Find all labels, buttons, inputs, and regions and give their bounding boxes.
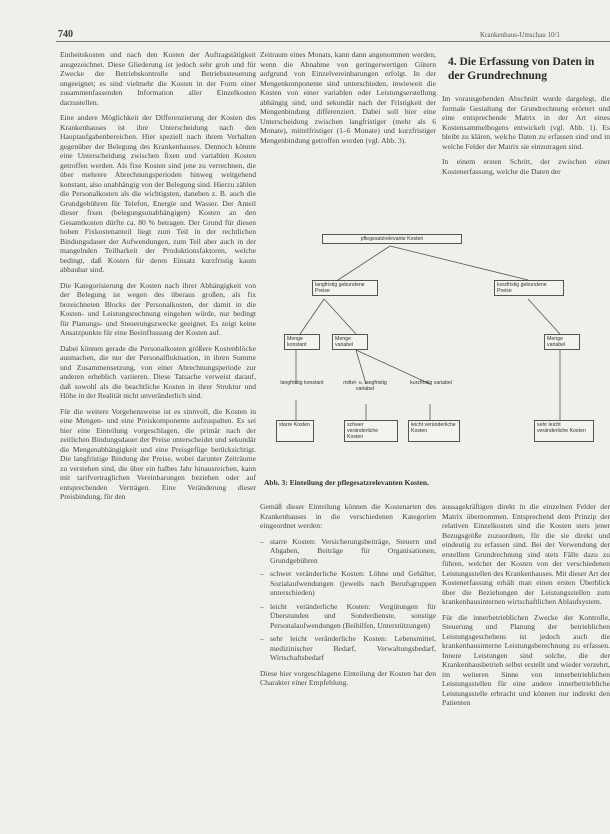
node-quantity-constant: Menge konstant xyxy=(284,334,320,350)
paragraph: Gemäß dieser Einteilung können die Kostenarten des Krankenhauses in die verschiedenen Kategorien eingeordnet werden: xyxy=(260,502,436,530)
paragraph: Für die weitere Vorgehensweise ist es sinnvoll, die Kosten in eine Mengen- und eine Preiskomponente aufzuspalten. Es sei hier eine Einteilung vorgeschlagen, die primär nach der zeitlichen Bindungsdauer der Preise unterscheidet und sekundär die Mengenabhängigkeit und eine Preisgefüge berücksichtigt. Die langfristige Bindung der Preise, wobei darunter Zeiträume zu verstehen sind, die über ein halbes Jahr hinausreichen, kann mit tarifvertraglichen Vereinbarungen beziehen oder auf entsprechenden Verträgen. Eine Veränderung dieser Preisbindung, für den xyxy=(60,406,256,501)
paragraph: Dabei können gerade die Personalkosten größere Kostenblöcke ausmachen, die nur der Personalfluktuation, in ihren Summe und Zusammensetzung, von einer Abrechnungsperiode zur anderen erheblich variieren. Diese Tatsache verweist darauf, daß sowohl als die beachtliche Kosten in ihrer Struktur und Höhe in der Realität nicht unveränderlich sind. xyxy=(60,343,256,400)
figure-caption: Abb. 3: Einteilung der pflegesatzrelevanten Kosten. xyxy=(264,478,429,487)
node-quantity-variable-1: Menge variabel xyxy=(332,334,368,350)
column-right-top xyxy=(442,94,610,182)
paragraph: Im vorausgehenden Abschnitt wurde dargelegt, die formale Gestaltung der Grundrechnung erörtert und eine entsprechende Matrix in der Art eines Kostensammelbogens entwickelt (vgl. Abb. 1). Es bleibt zu klären, welche Daten zu erfassen sind und in welche Felder der Matrix sie einzutragen sind. xyxy=(442,94,610,151)
label-long-term-constant: langfristig konstant xyxy=(280,380,324,386)
paragraph: Die Kategorisierung der Kosten nach ihrer Abhängigkeit von der Belegung ist wegen des überaus großen, als fix bezeichneten Blocks der Personalkosten, der damit in die Kosten- und Leistungsrechnung eingehen würde, nur bedingt für Planungs- und Steuerungszwecke geeignet. Es zeigt keine Ansatzpunkte für eine Beeinflussung der Kosten auf. xyxy=(60,280,256,337)
column-left xyxy=(60,50,256,508)
list-item: – starre Kosten: Versicherungsbeiträge, Steuern und Abgaben, Beiträge für Organisationen, Grundgebühren xyxy=(260,537,436,566)
cost-category-list xyxy=(260,537,436,663)
node-root: pflegesatzrelevante Kosten xyxy=(322,234,462,244)
list-item: – schwer veränderliche Kosten: Löhne und Gehälter, Sozialaufwendungen (jeweils nach Berufsgruppen unterschieden) xyxy=(260,569,436,598)
node-long-term-prices: langfristig gebundene Preise xyxy=(312,280,378,296)
node-fixed-costs: starre Kosten xyxy=(276,420,314,442)
paragraph: Eine andere Möglichkeit der Differenzierung der Kosten des Krankenhauses ist ihre Unterscheidung nach den Hauptaufgabenbereichen. Hier speziell nach ihrem Verhalten gegenüber der Belegung des Krankenhauses. Dennoch könnte eine Unterscheidung zwischen fixen und variablen Kosten getroffen werden. Als fixe Kosten sind jene zu verrechnen, die über mehrere Abrechnungsperioden hinweg weitgehend konstant, also unabhängig von der Belegung sind. Hierzu zählen die Personalkosten als die wichtigsten, daneben z. B. auch die Grundgebühren für Telefon, Energie und Wasser. Der Anteil dieser fixen (belegungsunabhängigen) Kosten an den Gesamtkosten dürfte ca. 80 % betragen. Der Grund für diesen hohen Fixkostenanteil liegt zum Teil in der rechtlichen Bindungsdauer der Aufwendungen, zum Teil aber auch in der mangelnden Teilbarkeit der Produktionsfaktoren, welche bedingt, daß Kosten für deren Einsatz kurzfristig kaum abbaubar sind. xyxy=(60,113,256,274)
label-medium-long-variable: mittel- u. langfristig variabel xyxy=(343,380,387,393)
paragraph: Einheitskosten und nach den Kosten der Auftragstätigkeit ausgezeichnet. Diese Gliederung ist jedoch sehr grob und für Zwecke der Betriebskontrolle und Betriebssteuerung ungeeignet; es sind vielmehr die Kosten in der Form einer zusammenfassenden Information aller Einzelkosten darzustellen. xyxy=(60,50,256,107)
paragraph: Diese hier vorgeschlagene Einteilung der Kosten hat den Charakter einer Empfehlung. xyxy=(260,668,436,687)
list-item: – leicht veränderliche Kosten: Vergütungen für Überstunden und Sonderdienste, sonstige Personalaufwendungen (Beihilfen, Unterstützungen) xyxy=(260,602,436,631)
node-quantity-variable-2: Menge variabel xyxy=(544,334,580,350)
list-item: – sehr leicht veränderliche Kosten: Lebensmittel, medizinischer Bedarf, Verwaltungsbedarf, Wirtschaftsbedarf xyxy=(260,634,436,663)
paragraph: Für die innerbetrieblichen Zwecke der Kontrolle, Steuerung und Planung der betrieblichen Leistungsgeschehens ist jedoch auch die krankenhausinterne Leistungsberechnung zu erfassen. Innere Leistungen sind solche, die der Krankenhausbetrieb selbst erstellt und wieder verzehrt, im weiteren Sinne von innerbetrieblichen Leistungsstellen für eine andere innerbetriebliche Leistungsstelle erbracht und können nur indirekt den Patienten xyxy=(442,612,610,707)
paragraph: aussagekräftigen direkt in die einzelnen Felder der Matrix übernommen. Entsprechend dem Prinzip der relativen Einzelkosten sind die Kosten stets jener Bezugsgröße zuzuordnen, für die sie direkt und eindeutig zu erfassen sind. Bei der Verwendung der erstellten Grundrechnung sind stets Fälle dazu zu führen, welcher der Kosten von der verschiedenen Leistungsstellen des Krankenhauses. Mit dieser Art der Kostenerfassung erhält man einen ersten Überblick über die Beziehungen der Leistungsstellen zum krankenhausinternen wirtschaftlichen Ablaufsystem. xyxy=(442,502,610,606)
paragraph: Zeitraum eines Monats, kann dann angenommen werden, wenn die Abnahme von geringerwertigen Gütern aufgrund von Einzelvereinbarungen erfolgt. In der Mengenkomponente sind unterschieden, inwieweit die Kosten von einer variablen oder Leistungserstellung abhängig sind, und sekundär nach der Fristigkeit der Mengenbindung differenziert. Dabei soll hier eine Unterscheidung zwischen langfristiger (mehr als 6 Monate), mittelfristiger (1–6 Monate) und kurzfristiger Mengenbindung getroffen werden (vgl. Abb. 3). xyxy=(260,50,436,145)
running-title: Krankenhaus-Umschau 10/1 xyxy=(480,31,560,39)
column-middle-top xyxy=(260,50,436,151)
cost-classification-diagram xyxy=(262,228,610,466)
node-hard-to-change-costs: schwer veränderliche Kosten xyxy=(344,420,398,442)
node-short-term-prices: kurzfristig gebundene Preise xyxy=(494,280,564,296)
section-title: 4. Die Erfassung von Daten in der Grundrechnung xyxy=(448,56,595,82)
column-middle-bottom xyxy=(260,502,436,694)
column-right-bottom xyxy=(442,502,610,714)
paragraph: In einem ersten Schritt, der zwischen einer Kostenerfassung, welche die Daten der xyxy=(442,157,610,176)
node-very-easily-changeable-costs: sehr leicht veränderliche Kosten xyxy=(534,420,594,442)
label-short-term-variable: kurzfristig variabel xyxy=(410,380,452,386)
node-easily-changeable-costs: leicht veränderliche Kosten xyxy=(408,420,460,442)
header-rule xyxy=(56,41,610,42)
page-number: 740 xyxy=(58,29,73,40)
